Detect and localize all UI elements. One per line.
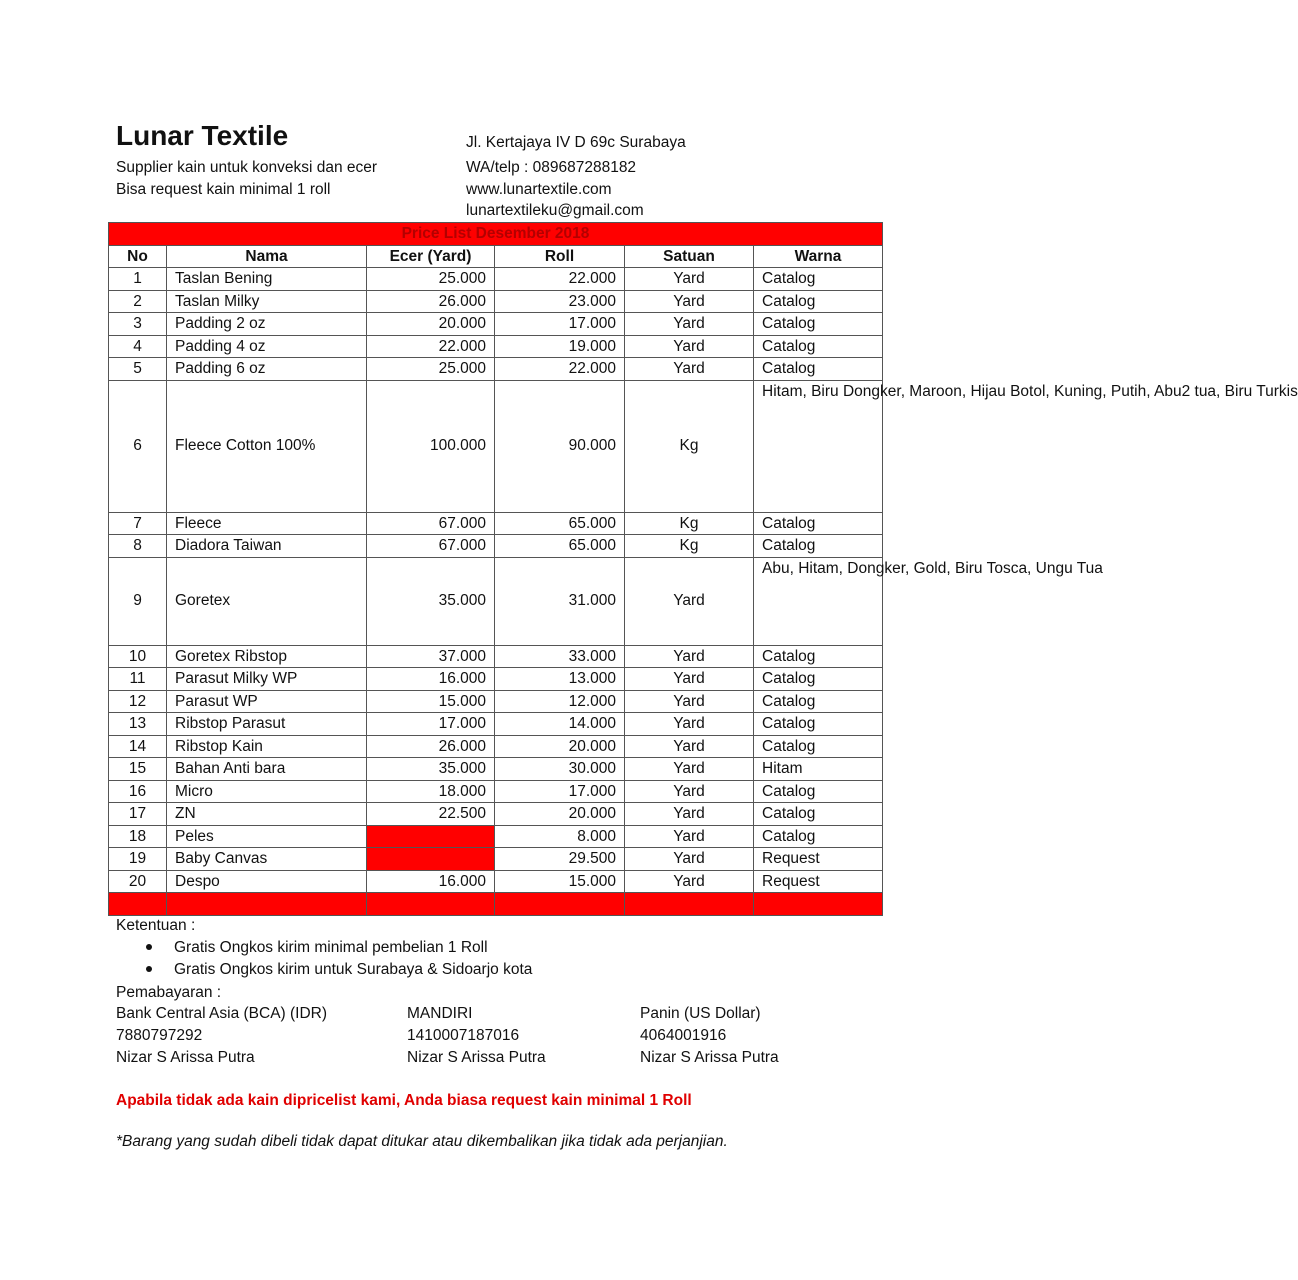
- price-list-title-row: [109, 223, 883, 246]
- cell-no: 20: [109, 870, 167, 893]
- cell-nama: Despo: [167, 870, 367, 893]
- cell-satuan: Yard: [625, 848, 754, 871]
- cell-no: 5: [109, 358, 167, 381]
- cell-warna: Catalog: [754, 825, 883, 848]
- footer-cell: [167, 893, 367, 916]
- cell-ecer: 16.000: [367, 668, 495, 691]
- cell-warna: Hitam: [754, 758, 883, 781]
- cell-ecer: [367, 848, 495, 871]
- cell-no: 7: [109, 512, 167, 535]
- cell-roll: 22.000: [495, 358, 625, 381]
- cell-no: 12: [109, 690, 167, 713]
- cell-no: 2: [109, 290, 167, 313]
- cell-satuan: Yard: [625, 358, 754, 381]
- table-row: [109, 645, 883, 668]
- cell-roll: 23.000: [495, 290, 625, 313]
- cell-satuan: Yard: [625, 290, 754, 313]
- header-roll: Roll: [495, 245, 625, 268]
- cell-warna: Abu, Hitam, Dongker, Gold, Biru Tosca, Ungu Tua: [754, 557, 883, 645]
- cell-roll: 12.000: [495, 690, 625, 713]
- address: Jl. Kertajaya IV D 69c Surabaya: [466, 134, 686, 151]
- table-footer-row: [109, 893, 883, 916]
- cell-ecer: 22.000: [367, 335, 495, 358]
- cell-roll: 90.000: [495, 380, 625, 512]
- cell-satuan: Kg: [625, 512, 754, 535]
- request-note: Apabila tidak ada kain dipricelist kami, Anda biasa request kain minimal 1 Roll: [116, 1092, 692, 1109]
- cell-warna: Catalog: [754, 780, 883, 803]
- cell-ecer: 15.000: [367, 690, 495, 713]
- cell-satuan: Yard: [625, 557, 754, 645]
- cell-nama: Parasut Milky WP: [167, 668, 367, 691]
- cell-ecer: 35.000: [367, 557, 495, 645]
- terms-item-1: Gratis Ongkos kirim minimal pembelian 1 Roll: [174, 939, 488, 956]
- cell-nama: Padding 4 oz: [167, 335, 367, 358]
- cell-satuan: Yard: [625, 713, 754, 736]
- cell-no: 19: [109, 848, 167, 871]
- cell-roll: 31.000: [495, 557, 625, 645]
- bank-bca-holder: Nizar S Arissa Putra: [116, 1049, 255, 1066]
- cell-warna: Catalog: [754, 690, 883, 713]
- table-row: [109, 758, 883, 781]
- cell-warna: Catalog: [754, 535, 883, 558]
- table-row: [109, 535, 883, 558]
- cell-nama: Goretex Ribstop: [167, 645, 367, 668]
- cell-ecer: 67.000: [367, 512, 495, 535]
- cell-ecer: 26.000: [367, 290, 495, 313]
- cell-ecer: 20.000: [367, 313, 495, 336]
- cell-nama: Bahan Anti bara: [167, 758, 367, 781]
- disclaimer: *Barang yang sudah dibeli tidak dapat ditukar atau dikembalikan jika tidak ada perjanjian.: [116, 1133, 728, 1150]
- cell-warna: Request: [754, 848, 883, 871]
- cell-roll: 22.000: [495, 268, 625, 291]
- cell-roll: 65.000: [495, 512, 625, 535]
- table-row: [109, 848, 883, 871]
- cell-nama: Ribstop Kain: [167, 735, 367, 758]
- price-list-table: [108, 222, 1298, 916]
- cell-no: 13: [109, 713, 167, 736]
- cell-satuan: Yard: [625, 268, 754, 291]
- cell-ecer: 16.000: [367, 870, 495, 893]
- cell-warna: Catalog: [754, 335, 883, 358]
- cell-ecer: 100.000: [367, 380, 495, 512]
- cell-ecer: 25.000: [367, 268, 495, 291]
- cell-satuan: Yard: [625, 758, 754, 781]
- table-row: [109, 735, 883, 758]
- cell-satuan: Yard: [625, 690, 754, 713]
- cell-nama: Taslan Bening: [167, 268, 367, 291]
- cell-no: 16: [109, 780, 167, 803]
- cell-warna: Catalog: [754, 512, 883, 535]
- table-row: [109, 780, 883, 803]
- cell-no: 11: [109, 668, 167, 691]
- cell-nama: ZN: [167, 803, 367, 826]
- cell-no: 17: [109, 803, 167, 826]
- cell-roll: 20.000: [495, 735, 625, 758]
- cell-warna: Catalog: [754, 645, 883, 668]
- cell-no: 10: [109, 645, 167, 668]
- cell-satuan: Yard: [625, 313, 754, 336]
- cell-warna: Request: [754, 870, 883, 893]
- cell-roll: 17.000: [495, 780, 625, 803]
- table-row: [109, 268, 883, 291]
- cell-no: 1: [109, 268, 167, 291]
- cell-satuan: Yard: [625, 645, 754, 668]
- cell-nama: Padding 6 oz: [167, 358, 367, 381]
- terms-item-2: Gratis Ongkos kirim untuk Surabaya & Sidoarjo kota: [174, 961, 533, 978]
- cell-nama: Padding 2 oz: [167, 313, 367, 336]
- phone: WA/telp : 089687288182: [466, 159, 637, 176]
- bullet-icon: [146, 966, 152, 972]
- cell-nama: Fleece: [167, 512, 367, 535]
- cell-no: 4: [109, 335, 167, 358]
- bank-mandiri-account: 1410007187016: [407, 1027, 520, 1044]
- cell-satuan: Yard: [625, 735, 754, 758]
- table-row: [109, 713, 883, 736]
- header-row: [109, 245, 883, 268]
- cell-ecer: 67.000: [367, 535, 495, 558]
- bank-mandiri-holder: Nizar S Arissa Putra: [407, 1049, 546, 1066]
- header-no: No: [109, 245, 167, 268]
- cell-satuan: Yard: [625, 335, 754, 358]
- cell-no: 8: [109, 535, 167, 558]
- table-row: [109, 803, 883, 826]
- table-row: [109, 557, 883, 645]
- bank-bca-name: Bank Central Asia (BCA) (IDR): [116, 1005, 328, 1022]
- cell-roll: 30.000: [495, 758, 625, 781]
- cell-no: 3: [109, 313, 167, 336]
- payment-heading: Pemabayaran :: [116, 984, 222, 1001]
- cell-no: 9: [109, 557, 167, 645]
- price-list-title: Price List Desember 2018: [109, 223, 883, 246]
- cell-satuan: Yard: [625, 870, 754, 893]
- footer-cell: [754, 893, 883, 916]
- footer-cell: [625, 893, 754, 916]
- tagline-supplier: Supplier kain untuk konveksi dan ecer: [116, 159, 378, 176]
- cell-warna: Hitam, Biru Dongker, Maroon, Hijau Botol, Kuning, Putih, Abu2 tua, Biru Turkis: [754, 380, 883, 512]
- table-row: [109, 825, 883, 848]
- bullet-icon: [146, 944, 152, 950]
- table-row: [109, 335, 883, 358]
- cell-roll: 65.000: [495, 535, 625, 558]
- table-row: [109, 690, 883, 713]
- cell-no: 18: [109, 825, 167, 848]
- cell-roll: 29.500: [495, 848, 625, 871]
- cell-nama: Parasut WP: [167, 690, 367, 713]
- footer-cell: [495, 893, 625, 916]
- cell-warna: Catalog: [754, 803, 883, 826]
- tagline-request: Bisa request kain minimal 1 roll: [116, 181, 331, 198]
- cell-satuan: Yard: [625, 825, 754, 848]
- header-warna: Warna: [754, 245, 883, 268]
- bank-mandiri-name: MANDIRI: [407, 1005, 473, 1022]
- table-row: [109, 313, 883, 336]
- cell-ecer: 18.000: [367, 780, 495, 803]
- table-row: [109, 512, 883, 535]
- cell-nama: Goretex: [167, 557, 367, 645]
- cell-warna: Catalog: [754, 713, 883, 736]
- bank-panin-account: 4064001916: [640, 1027, 727, 1044]
- cell-warna: Catalog: [754, 668, 883, 691]
- cell-roll: 33.000: [495, 645, 625, 668]
- cell-ecer: 35.000: [367, 758, 495, 781]
- cell-warna: Catalog: [754, 735, 883, 758]
- cell-roll: 14.000: [495, 713, 625, 736]
- table-row: [109, 668, 883, 691]
- footer-cell: [109, 893, 167, 916]
- cell-nama: Baby Canvas: [167, 848, 367, 871]
- table-row: [109, 380, 883, 512]
- cell-ecer: 26.000: [367, 735, 495, 758]
- company-name: Lunar Textile: [116, 120, 289, 151]
- cell-roll: 19.000: [495, 335, 625, 358]
- cell-nama: Fleece Cotton 100%: [167, 380, 367, 512]
- cell-roll: 8.000: [495, 825, 625, 848]
- cell-satuan: Kg: [625, 535, 754, 558]
- cell-satuan: Yard: [625, 668, 754, 691]
- cell-nama: Ribstop Parasut: [167, 713, 367, 736]
- cell-satuan: Yard: [625, 803, 754, 826]
- cell-roll: 17.000: [495, 313, 625, 336]
- cell-ecer: 22.500: [367, 803, 495, 826]
- terms-heading: Ketentuan :: [116, 917, 196, 934]
- cell-no: 6: [109, 380, 167, 512]
- cell-roll: 13.000: [495, 668, 625, 691]
- footer-cell: [367, 893, 495, 916]
- table-row: [109, 290, 883, 313]
- header-satuan: Satuan: [625, 245, 754, 268]
- bank-panin-name: Panin (US Dollar): [640, 1005, 761, 1022]
- cell-nama: Micro: [167, 780, 367, 803]
- cell-ecer: [367, 825, 495, 848]
- cell-ecer: 17.000: [367, 713, 495, 736]
- cell-satuan: Yard: [625, 780, 754, 803]
- header-nama: Nama: [167, 245, 367, 268]
- cell-warna: Catalog: [754, 313, 883, 336]
- cell-ecer: 37.000: [367, 645, 495, 668]
- cell-ecer: 25.000: [367, 358, 495, 381]
- bank-panin-holder: Nizar S Arissa Putra: [640, 1049, 779, 1066]
- cell-satuan: Kg: [625, 380, 754, 512]
- cell-nama: Peles: [167, 825, 367, 848]
- cell-nama: Taslan Milky: [167, 290, 367, 313]
- table-row: [109, 358, 883, 381]
- cell-roll: 15.000: [495, 870, 625, 893]
- cell-no: 14: [109, 735, 167, 758]
- cell-no: 15: [109, 758, 167, 781]
- cell-roll: 20.000: [495, 803, 625, 826]
- cell-nama: Diadora Taiwan: [167, 535, 367, 558]
- cell-warna: Catalog: [754, 290, 883, 313]
- email-link[interactable]: lunartextileku@gmail.com: [466, 202, 644, 219]
- header-ecer: Ecer (Yard): [367, 245, 495, 268]
- bank-bca-account: 7880797292: [116, 1027, 203, 1044]
- cell-warna: Catalog: [754, 268, 883, 291]
- website-link[interactable]: www.lunartextile.com: [466, 181, 612, 198]
- cell-warna: Catalog: [754, 358, 883, 381]
- table-row: [109, 870, 883, 893]
